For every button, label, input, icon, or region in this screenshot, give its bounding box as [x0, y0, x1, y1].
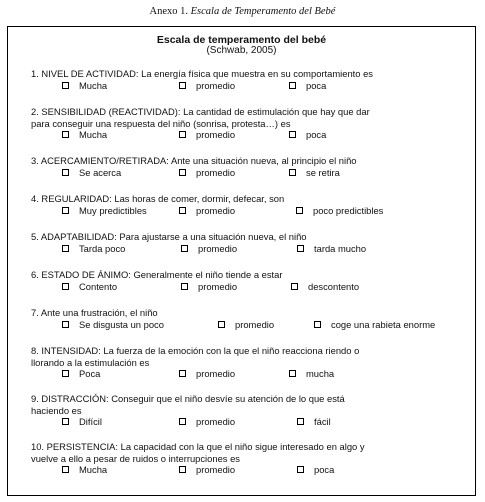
answer-option[interactable]	[289, 80, 326, 92]
checkbox-icon[interactable]	[289, 370, 296, 377]
answer-options	[31, 243, 471, 255]
answer-option[interactable]	[181, 243, 237, 255]
checkbox-icon[interactable]	[289, 169, 296, 176]
answer-option[interactable]	[179, 80, 235, 92]
question-text: vuelve a ello a pesar de ruidos o interrupciones es	[31, 452, 240, 464]
checkbox-icon[interactable]	[289, 131, 296, 138]
answer-option[interactable]	[62, 464, 107, 476]
checkbox-icon[interactable]	[179, 418, 186, 425]
checkbox-icon[interactable]	[291, 283, 298, 290]
option-label: Contento	[79, 280, 118, 292]
question-text: 9. DISTRACCIÓN: Conseguir que el niño desvíe su atención de lo que está	[31, 393, 345, 404]
option-label: Se disgusta un poco	[79, 318, 164, 330]
question-text: 3. ACERCAMIENTO/RETIRADA: Ante una situación nueva, al principio el niño	[31, 155, 357, 166]
answer-option[interactable]	[179, 129, 235, 141]
checkbox-icon[interactable]	[297, 466, 304, 473]
checkbox-icon[interactable]	[62, 82, 69, 89]
checkbox-icon[interactable]	[179, 82, 186, 89]
answer-options	[31, 80, 471, 92]
answer-option[interactable]	[62, 80, 107, 92]
checkbox-icon[interactable]	[181, 283, 188, 290]
answer-option[interactable]	[179, 205, 235, 217]
option-label: Poca	[79, 368, 101, 379]
checkbox-icon[interactable]	[179, 466, 186, 473]
question-text: 5. ADAPTABILIDAD: Para ajustarse a una situación nueva, el niño	[31, 231, 307, 242]
checkbox-icon[interactable]	[62, 131, 69, 138]
answer-option[interactable]	[181, 281, 237, 293]
form-source: (Schwab, 2005)	[206, 45, 277, 56]
answer-option[interactable]	[179, 368, 235, 380]
answer-option[interactable]	[62, 319, 164, 331]
option-label: poca	[306, 79, 327, 91]
answer-option[interactable]	[179, 416, 235, 428]
option-label: Mucha	[79, 464, 108, 475]
answer-option[interactable]	[62, 416, 102, 428]
answer-option[interactable]	[289, 167, 340, 179]
caption-prefix: Anexo 1.	[149, 6, 189, 17]
option-label: mucha	[306, 368, 335, 379]
option-label: Mucha	[79, 129, 108, 140]
answer-options	[31, 368, 471, 380]
option-label: promedio	[196, 79, 236, 91]
checkbox-icon[interactable]	[62, 370, 69, 377]
checkbox-icon[interactable]	[62, 418, 69, 425]
checkbox-icon[interactable]	[179, 169, 186, 176]
option-label: promedio	[198, 280, 238, 292]
answer-option[interactable]	[62, 205, 147, 217]
checkbox-icon[interactable]	[296, 207, 303, 214]
answer-option[interactable]	[289, 129, 326, 141]
answer-option[interactable]	[62, 167, 121, 179]
checkbox-icon[interactable]	[179, 370, 186, 377]
question-item	[31, 106, 471, 141]
question-text: llorando a la estimulación es	[31, 356, 150, 368]
answer-option[interactable]	[297, 243, 366, 255]
option-label: promedio	[196, 204, 236, 216]
question-item	[31, 441, 471, 476]
option-label: poca	[314, 464, 335, 475]
answer-option[interactable]	[291, 281, 359, 293]
question-item	[31, 393, 471, 428]
option-label: promedio	[196, 464, 236, 475]
answer-options	[31, 129, 471, 141]
option-label: promedio	[196, 166, 236, 178]
question-item	[31, 269, 471, 293]
answer-options	[31, 205, 471, 217]
question-text: 8. INTENSIDAD: La fuerza de la emoción con la que el niño reacciona riendo o	[31, 345, 360, 356]
answer-option[interactable]	[179, 167, 235, 179]
question-item	[31, 68, 471, 92]
answer-option[interactable]	[62, 129, 107, 141]
question-text: 6. ESTADO DE ÁNIMO: Generalmente el niño tiende a estar	[31, 269, 283, 280]
answer-options	[31, 167, 471, 179]
checkbox-icon[interactable]	[218, 321, 225, 328]
figure-caption	[0, 6, 485, 17]
checkbox-icon[interactable]	[62, 466, 69, 473]
checkbox-icon[interactable]	[289, 82, 296, 89]
option-label: fácil	[314, 416, 331, 427]
question-item	[31, 307, 471, 331]
option-label: promedio	[196, 416, 236, 427]
option-label: tarda mucho	[314, 242, 367, 254]
question-text: para conseguir una respuesta del niño (sonrisa, protesta…) es	[31, 117, 291, 129]
answer-options	[31, 464, 471, 476]
checkbox-icon[interactable]	[179, 207, 186, 214]
option-label: poco predictibles	[313, 204, 384, 216]
checkbox-icon[interactable]	[62, 283, 69, 290]
answer-option[interactable]	[218, 319, 274, 331]
checkbox-icon[interactable]	[297, 418, 304, 425]
checkbox-icon[interactable]	[179, 131, 186, 138]
option-label: promedio	[235, 318, 275, 330]
answer-options	[31, 281, 471, 293]
checkbox-icon[interactable]	[62, 245, 69, 252]
answer-option[interactable]	[289, 368, 334, 380]
answer-option[interactable]	[62, 368, 100, 380]
checkbox-icon[interactable]	[62, 321, 69, 328]
option-label: Mucha	[79, 79, 108, 91]
checkbox-icon[interactable]	[314, 321, 321, 328]
checkbox-icon[interactable]	[62, 207, 69, 214]
answer-option[interactable]	[297, 464, 334, 476]
answer-option[interactable]	[314, 319, 435, 331]
answer-option[interactable]	[297, 416, 331, 428]
option-label: se retira	[306, 166, 340, 178]
answer-option[interactable]	[296, 205, 383, 217]
question-item	[31, 345, 471, 380]
answer-option[interactable]	[179, 464, 235, 476]
question-item	[31, 155, 471, 179]
question-text: 7. Ante una frustración, el niño	[31, 307, 158, 318]
question-item	[31, 193, 471, 217]
answer-options	[31, 319, 471, 331]
checkbox-icon[interactable]	[62, 169, 69, 176]
question-text: 4. REGULARIDAD: Las horas de comer, dormir, defecar, son	[31, 193, 285, 204]
option-label: Difícil	[79, 416, 102, 427]
question-item	[31, 231, 471, 255]
option-label: coge una rabieta enorme	[331, 318, 436, 330]
option-label: Se acerca	[79, 166, 122, 178]
option-label: promedio	[196, 368, 236, 379]
option-label: Muy predictibles	[79, 204, 147, 216]
question-text: 1. NIVEL DE ACTIVIDAD: La energía física que muestra en su comportamiento es	[31, 68, 373, 79]
answer-option[interactable]	[62, 281, 117, 293]
option-label: descontento	[308, 280, 360, 292]
option-label: Tarda poco	[79, 242, 126, 254]
answer-option[interactable]	[62, 243, 125, 255]
option-label: promedio	[198, 242, 238, 254]
option-label: promedio	[196, 129, 236, 140]
question-text: 10. PERSISTENCIA: La capacidad con la que el niño sigue interesado en algo y	[31, 441, 365, 452]
checkbox-icon[interactable]	[181, 245, 188, 252]
answer-options	[31, 416, 471, 428]
form-title: Escala de temperamento del bebé	[156, 34, 327, 46]
option-label: poca	[306, 129, 327, 140]
caption-title: Escala de Temperamento del Bebé	[190, 6, 336, 17]
question-text: 2. SENSIBILIDAD (REACTIVIDAD): La cantidad de estimulación que hay que dar	[31, 106, 370, 117]
checkbox-icon[interactable]	[297, 245, 304, 252]
question-text: haciendo es	[31, 404, 82, 416]
